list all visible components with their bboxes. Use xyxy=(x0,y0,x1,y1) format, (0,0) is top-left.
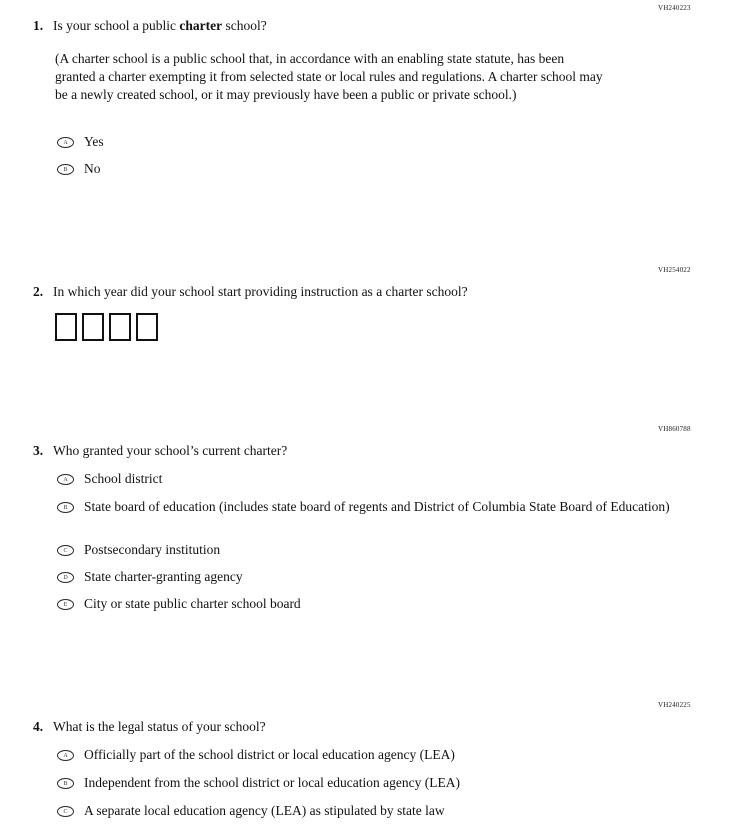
question-2-text: In which year did your school start providing instruction as a charter school? xyxy=(53,284,468,299)
question-3-option-4[interactable] xyxy=(57,568,243,586)
answer-oval-icon[interactable]: A xyxy=(57,474,74,485)
question-1-number: 1. xyxy=(33,18,44,33)
year-digit-boxes xyxy=(55,313,163,341)
question-1-text-prefix: Is your school a public xyxy=(53,18,180,33)
option-label: State charter-granting agency xyxy=(84,569,243,584)
question-3-option-5[interactable] xyxy=(57,595,301,613)
year-digit-box-4[interactable] xyxy=(136,313,158,341)
option-label: School district xyxy=(84,471,163,486)
answer-oval-icon[interactable]: E xyxy=(57,599,74,610)
answer-oval-icon[interactable]: D xyxy=(57,572,74,583)
question-4-option-1[interactable] xyxy=(57,746,455,764)
question-1-text-suffix: school? xyxy=(222,18,267,33)
option-label: Yes xyxy=(84,134,104,149)
answer-oval-icon[interactable]: B xyxy=(57,502,74,513)
option-label: City or state public charter school board xyxy=(84,596,301,611)
question-1-code: VH240223 xyxy=(658,4,691,12)
option-label: A separate local education agency (LEA) as stipulated by state law xyxy=(84,803,445,818)
option-label: State board of education (includes state board of regents and District of Columbia State Board of Education) xyxy=(84,499,670,514)
question-2 xyxy=(33,282,468,301)
question-4 xyxy=(33,717,266,736)
option-label: Independent from the school district or local education agency (LEA) xyxy=(84,775,460,790)
question-2-number: 2. xyxy=(33,284,44,299)
question-3-code: VH860788 xyxy=(658,425,691,433)
question-1-note: (A charter school is a public school that, in accordance with an enabling state statute, has been granted a charter exempting it from selected state or local rules and regulations. A charter school may be a newly created school, or it may previously have been a public or private school.) xyxy=(55,51,603,102)
question-2-code: VH254022 xyxy=(658,266,691,274)
question-3-option-1[interactable] xyxy=(57,470,162,488)
answer-oval-icon[interactable]: B xyxy=(57,164,74,175)
question-4-option-3[interactable] xyxy=(57,802,445,820)
question-4-number: 4. xyxy=(33,719,44,734)
question-4-option-2[interactable] xyxy=(57,774,460,792)
question-4-text: What is the legal status of your school? xyxy=(53,719,266,734)
question-1 xyxy=(33,16,267,35)
answer-oval-icon[interactable]: C xyxy=(57,545,74,556)
question-1-option-yes[interactable] xyxy=(57,133,104,151)
question-3-number: 3. xyxy=(33,443,44,458)
option-label: Officially part of the school district or local education agency (LEA) xyxy=(84,747,455,762)
option-label: Postsecondary institution xyxy=(84,542,221,557)
question-3-option-2[interactable] xyxy=(57,498,716,516)
answer-oval-icon[interactable]: C xyxy=(57,806,74,817)
question-1-text-bold: charter xyxy=(179,18,223,33)
question-3 xyxy=(33,441,287,460)
year-digit-box-1[interactable] xyxy=(55,313,77,341)
year-digit-box-2[interactable] xyxy=(82,313,104,341)
question-3-option-3[interactable] xyxy=(57,541,220,559)
option-label: No xyxy=(84,161,101,176)
year-digit-box-3[interactable] xyxy=(109,313,131,341)
answer-oval-icon[interactable]: A xyxy=(57,750,74,761)
question-3-text: Who granted your school’s current charter? xyxy=(53,443,288,458)
question-4-code: VH240225 xyxy=(658,701,691,709)
question-1-option-no[interactable] xyxy=(57,160,101,178)
answer-oval-icon[interactable]: A xyxy=(57,137,74,148)
answer-oval-icon[interactable]: B xyxy=(57,778,74,789)
